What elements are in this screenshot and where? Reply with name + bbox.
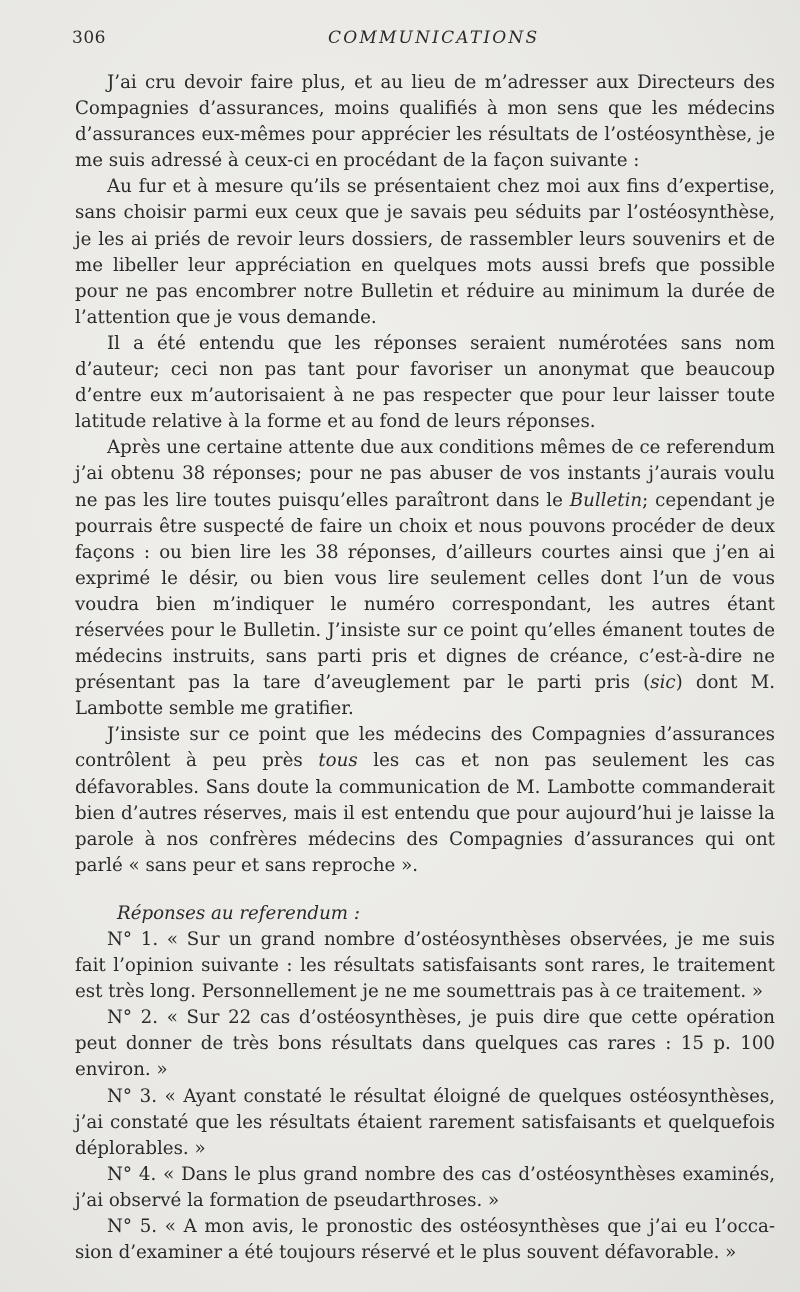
- paragraph-controle-part-b: les cas et non pas seulement les cas défavorables. Sans doute la communication de M. Lambotte commanderait bien d’autres réserves, mais il est entendu que pour aujourd’hui je laisse la parole à nos confrères médecins des Compagnies d’assurances qui ont parlé « sans peur et sans reproche ».: [75, 750, 775, 876]
- paragraph-referendum-part-c: ) dont M. Lambotte semble me gratifier.: [75, 672, 775, 720]
- sic-italic: sic: [650, 672, 676, 694]
- response-1: N° 1. « Sur un grand nombre d’ostéosynthèses observées, je me suis fait l’opinion suivante : les résultats satisfaisants sont rares, le traitement est très long. Personnellement je ne me soumettrais pas à ce traitement. »: [75, 929, 775, 1003]
- running-title: COMMUNICATIONS: [328, 28, 540, 48]
- bulletin-italic: Bulletin: [569, 489, 643, 511]
- response-4: N° 4. « Dans le plus grand nombre des cas d’ostéosynthèses examinés, j’ai observé la formation de pseudarthroses. »: [75, 1163, 775, 1211]
- section-heading: Réponses au referendum :: [117, 902, 360, 924]
- paragraph-expertise: Au fur et à mesure qu’ils se présentaient chez moi aux fins d’expertise, sans choisir parmi eux ceux que je savais peu séduits par l’ostéosynthèse, je les ai priés de revoir leurs dossiers, de rassembler leurs souvenirs et de me libeller leur appréciation en quelques mots aussi brefs que possible pour ne pas encombrer notre Bulletin et réduire au minimum la durée de l’attention que je vous demande.: [75, 176, 775, 328]
- paragraph-referendum-part-b: ; cependant je pourrais être suspecté de faire un choix et nous pouvons procéder de deux façons : ou bien lire les 38 réponses, d’ailleurs courtes ainsi que j’en ai exprimé le désir, ou bien vous lire seulement celles dont l’un de vous voudra bien m’indiquer le numéro correspondant, les autres étant réservées pour le Bulletin. J’insiste sur ce point qu’elles émanent toutes de médecins instruits, sans parti pris et dignes de créance, c’est-à-dire ne présentant pas la tare d’aveuglement par le parti pris (: [75, 489, 776, 694]
- tous-italic: tous: [318, 750, 358, 772]
- response-3: N° 3. « Ayant constaté le résultat éloigné de quelques ostéosynthèses, j’ai constaté que les résultats étaient rarement satisfaisants et quelquefois déplorables. »: [75, 1085, 775, 1159]
- page-header: [72, 28, 776, 52]
- response-5: N° 5. « A mon avis, le pronostic des ostéosynthèses que j’ai eu l’occasion d’examiner a été toujours réservé et le plus souvent défavorable. »: [75, 1216, 775, 1264]
- paragraph-anonymat: Il a été entendu que les réponses seraient numérotées sans nom d’auteur; ceci non pas tant pour favoriser un anonymat que beaucoup d’entre eux m’autorisaient à ne pas respecter que pour leur laisser toute latitude relative à la forme et au fond de leurs réponses.: [75, 332, 775, 433]
- paragraph-referendum: [75, 435, 775, 722]
- body-text: [75, 70, 775, 1266]
- response-2: N° 2. « Sur 22 cas d’ostéosynthèses, je puis dire que cette opération peut donner de très bons résultats dans quelques cas rares : 15 p. 100 environ. »: [75, 1007, 775, 1081]
- paragraph-controle: [75, 722, 775, 879]
- paragraph-controle-part-a: J’insiste sur ce point que les médecins des Compagnies d’assurances contrôlent à peu près: [75, 724, 775, 772]
- page-number: 306: [72, 28, 106, 48]
- paragraph-referendum-part-a: Après une certaine attente due aux conditions mêmes de ce referendum j’ai obtenu 38 réponses; pour ne pas abuser de vos instants j’aurais voulu ne pas les lire toutes puisqu’elles paraîtront dans le: [75, 437, 775, 511]
- paragraph-directeurs: J’ai cru devoir faire plus, et au lieu de m’adresser aux Directeurs des Compagnies d’assurances, moins qualifiés à mon sens que les médecins d’assurances eux-mêmes pour apprécier les résultats de l’ostéosynthèse, je me suis adressé à ceux-ci en procédant de la façon suivante :: [75, 72, 775, 172]
